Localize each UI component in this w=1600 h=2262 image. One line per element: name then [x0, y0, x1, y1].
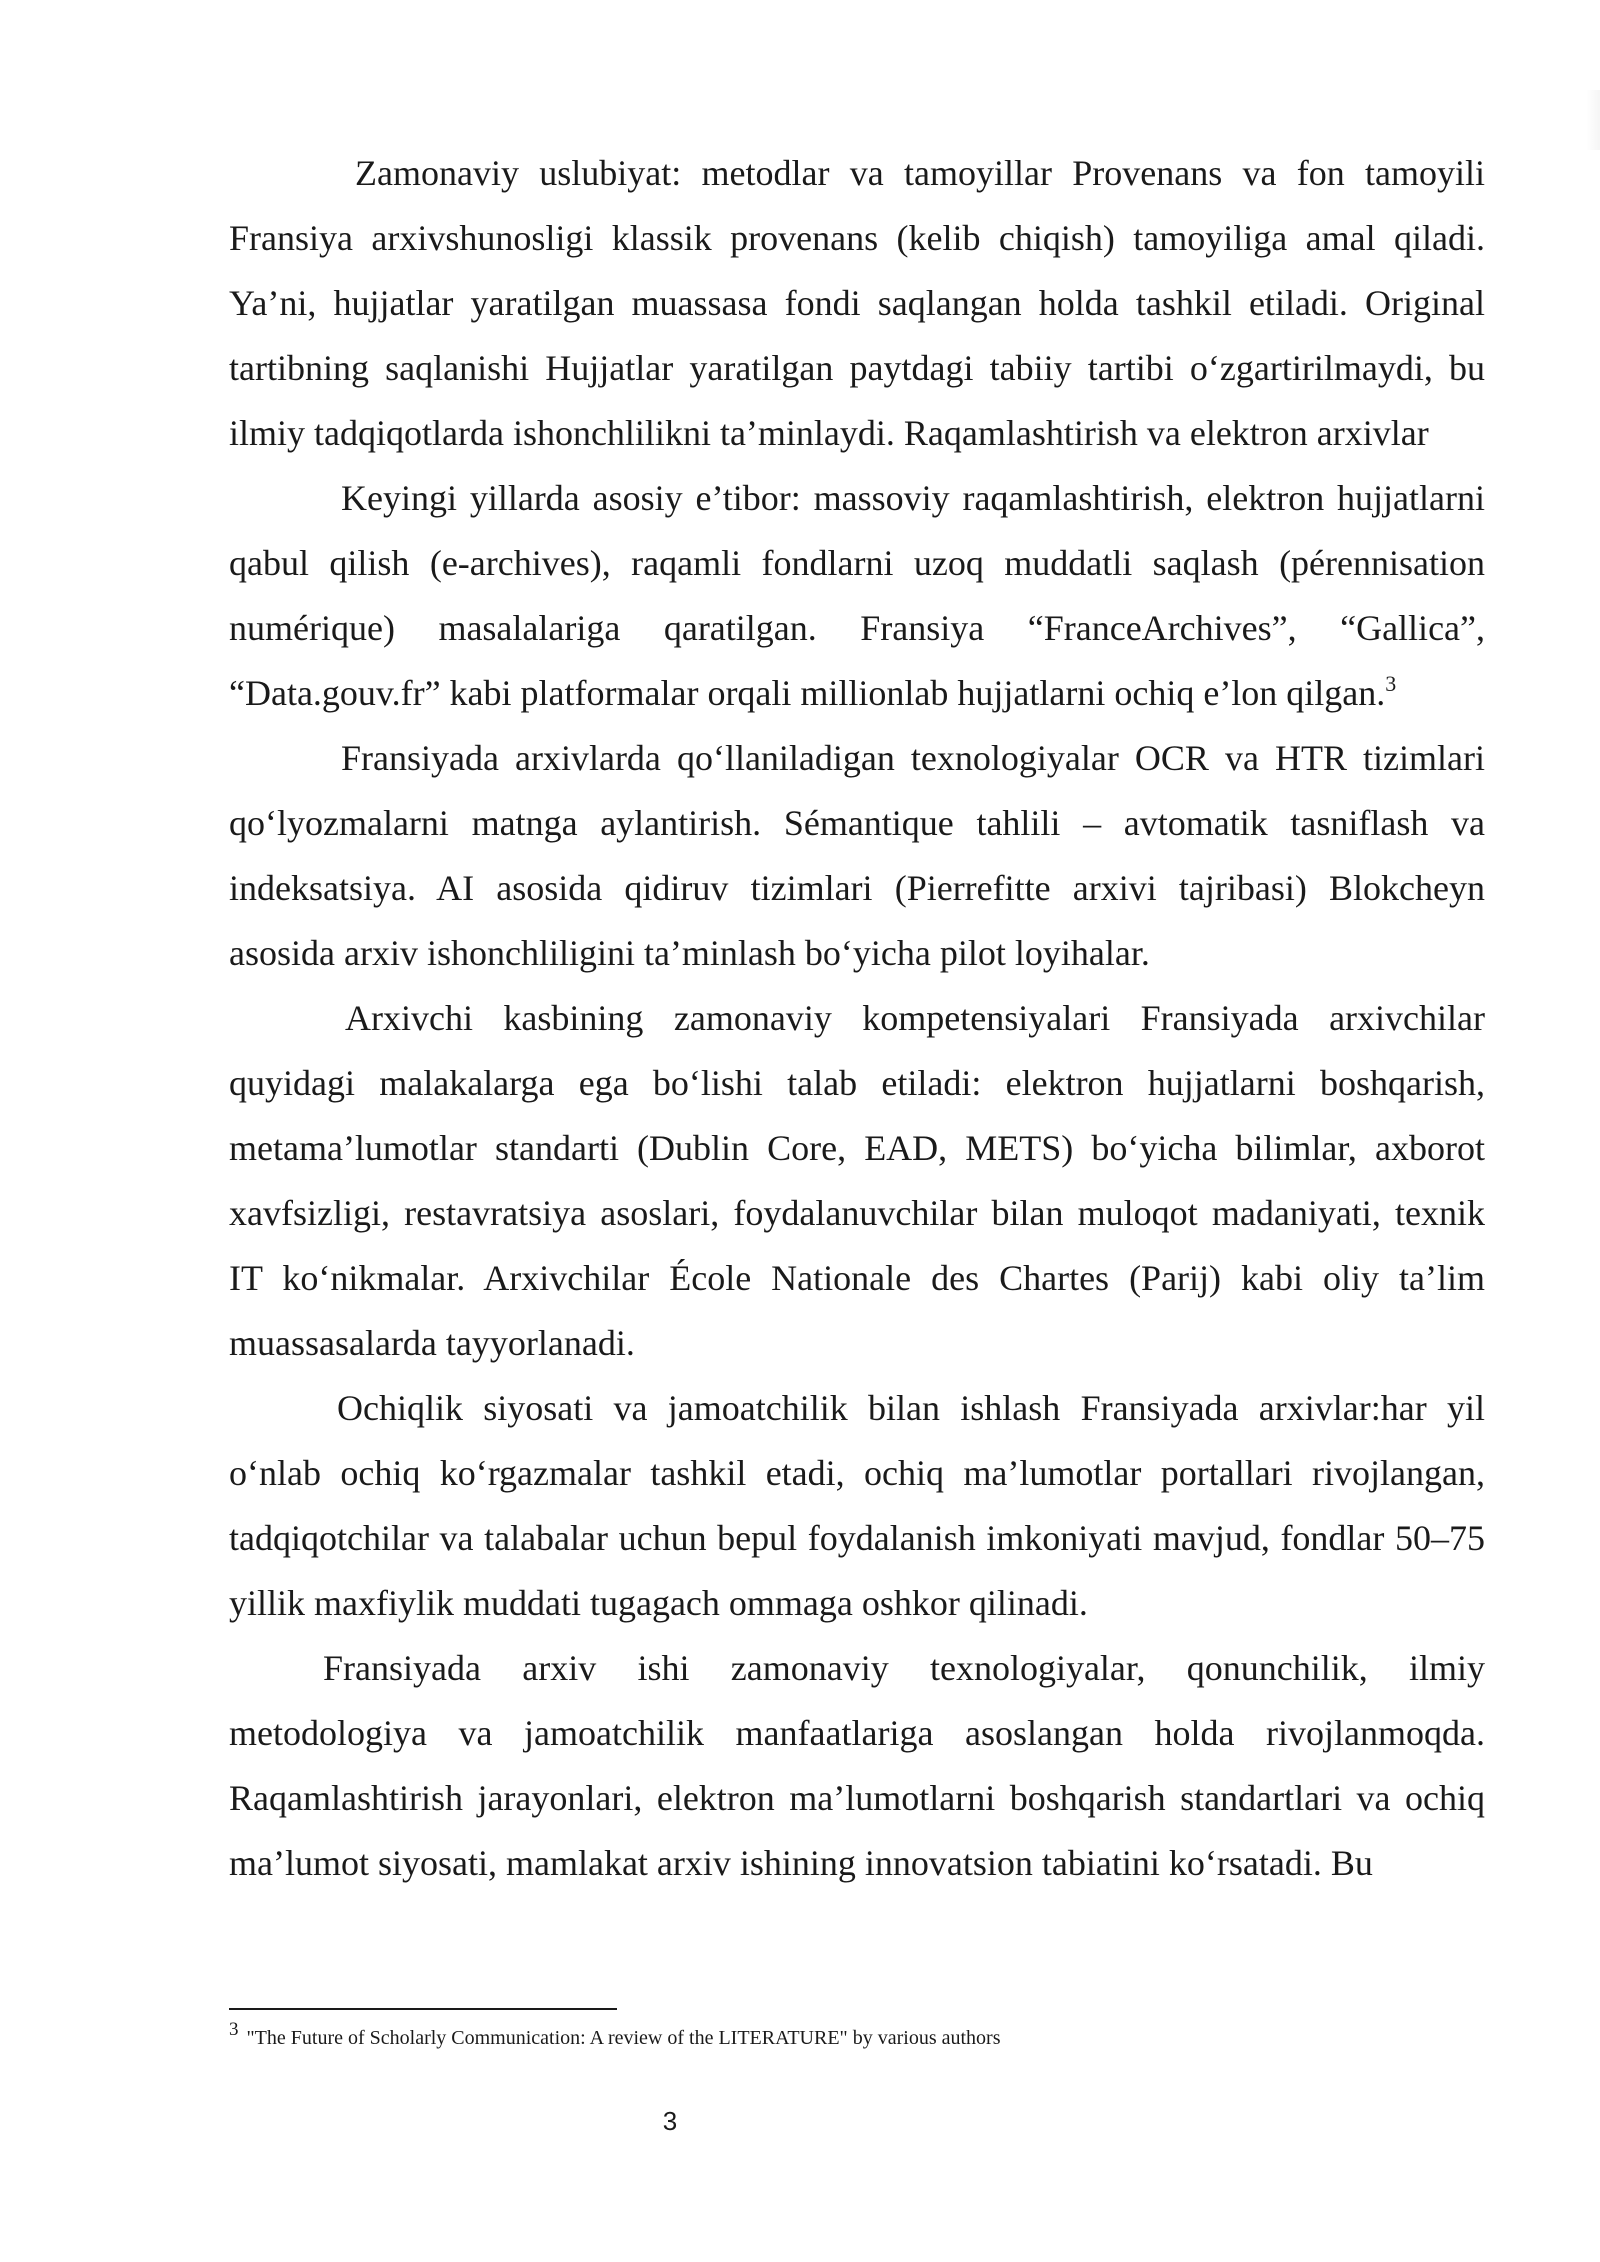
footnote: [229, 2019, 1485, 2054]
paragraph-digitization-text: Keyingi yillarda asosiy e’tibor: massoviy raqamlashtirish, elektron hujjatlarni qabul qilish (e-archives), raqamli fondlarni uzoq muddatli saqlash (pérennisation numérique) masalalariga qaratilgan. Fransiya “FranceArchives”, “Gallica”, “Data.gouv.fr” kabi platformalar orqali millionlab hujjatlarni ochiq e’lon qilgan.: [229, 478, 1485, 713]
paragraph-modern-methodology: Zamonaviy uslubiyat: metodlar va tamoyillar Provenans va fon tamoyili Fransiya arxivshunosligi klassik provenans (kelib chiqish) tamoyiliga amal qiladi. Ya’ni, hujjatlar yaratilgan muassasa fondi saqlangan holda tashkil etiladi. Original tartibning saqlanishi Hujjatlar yaratilgan paytdagi tabiiy tartibi o‘zgartirilmaydi, bu ilmiy tadqiqotlarda ishonchlilikni ta’minlaydi. Raqamlashtirish va elektron arxivlar: [229, 153, 1485, 453]
page-edge-shadow: [1586, 90, 1600, 150]
paragraph-technologies: Fransiyada arxivlarda qo‘llaniladigan texnologiyalar OCR va HTR tizimlari qo‘lyozmalarni matnga aylantirish. Sémantique tahlili – avtomatik tasniflash va indeksatsiya. AI asosida qidiruv tizimlari (Pierrefitte arxivi tajribasi) Blokcheyn asosida arxiv ishonchliligini ta’minlash bo‘yicha pilot loyihalar.: [229, 738, 1485, 973]
body-text: [229, 141, 1485, 1896]
paragraph-openness-policy: Ochiqlik siyosati va jamoatchilik bilan ishlash Fransiyada arxivlar:har yil o‘nlab ochiq ko‘rgazmalar tashkil etadi, ochiq ma’lumotlar portallari rivojlangan, tadqiqotchilar va talabalar uchun bepul foydalanish imkoniyati mavjud, fondlar 50–75 yillik maxfiylik muddati tugagach ommaga oshkor qilinadi.: [229, 1388, 1485, 1623]
footnote-number: 3: [229, 2019, 239, 2040]
footnote-text: "The Future of Scholarly Communication: A review of the LITERATURE" by various authors: [246, 2027, 1001, 2049]
footnote-separator: [229, 2008, 617, 2010]
page-number: 3: [662, 2106, 678, 2136]
paragraph-conclusion: Fransiyada arxiv ishi zamonaviy texnologiyalar, qonunchilik, ilmiy metodologiya va jamoatchilik manfaatlariga asoslangan holda rivojlanmoqda. Raqamlashtirish jarayonlari, elektron ma’lumotlarni boshqarish standartlari va ochiq ma’lumot siyosati, mamlakat arxiv ishining innovatsion tabiatini ko‘rsatadi. Bu: [229, 1648, 1485, 1883]
paragraph-digitization-focus: [229, 466, 1485, 726]
paragraph-archivist-competencies: Arxivchi kasbining zamonaviy kompetensiyalari Fransiyada arxivchilar quyidagi malakalarga ega bo‘lishi talab etiladi: elektron hujjatlarni boshqarish, metama’lumotlar standarti (Dublin Core, EAD, METS) bo‘yicha bilimlar, axborot xavfsizligi, restavratsiya asoslari, foydalanuvchilar bilan muloqot madaniyati, texnik IT ko‘nikmalar. Arxivchilar École Nationale des Chartes (Parij) kabi oliy ta’lim muassasalarda tayyorlanadi.: [229, 998, 1485, 1363]
footnote-reference[interactable]: 3: [1385, 671, 1397, 696]
